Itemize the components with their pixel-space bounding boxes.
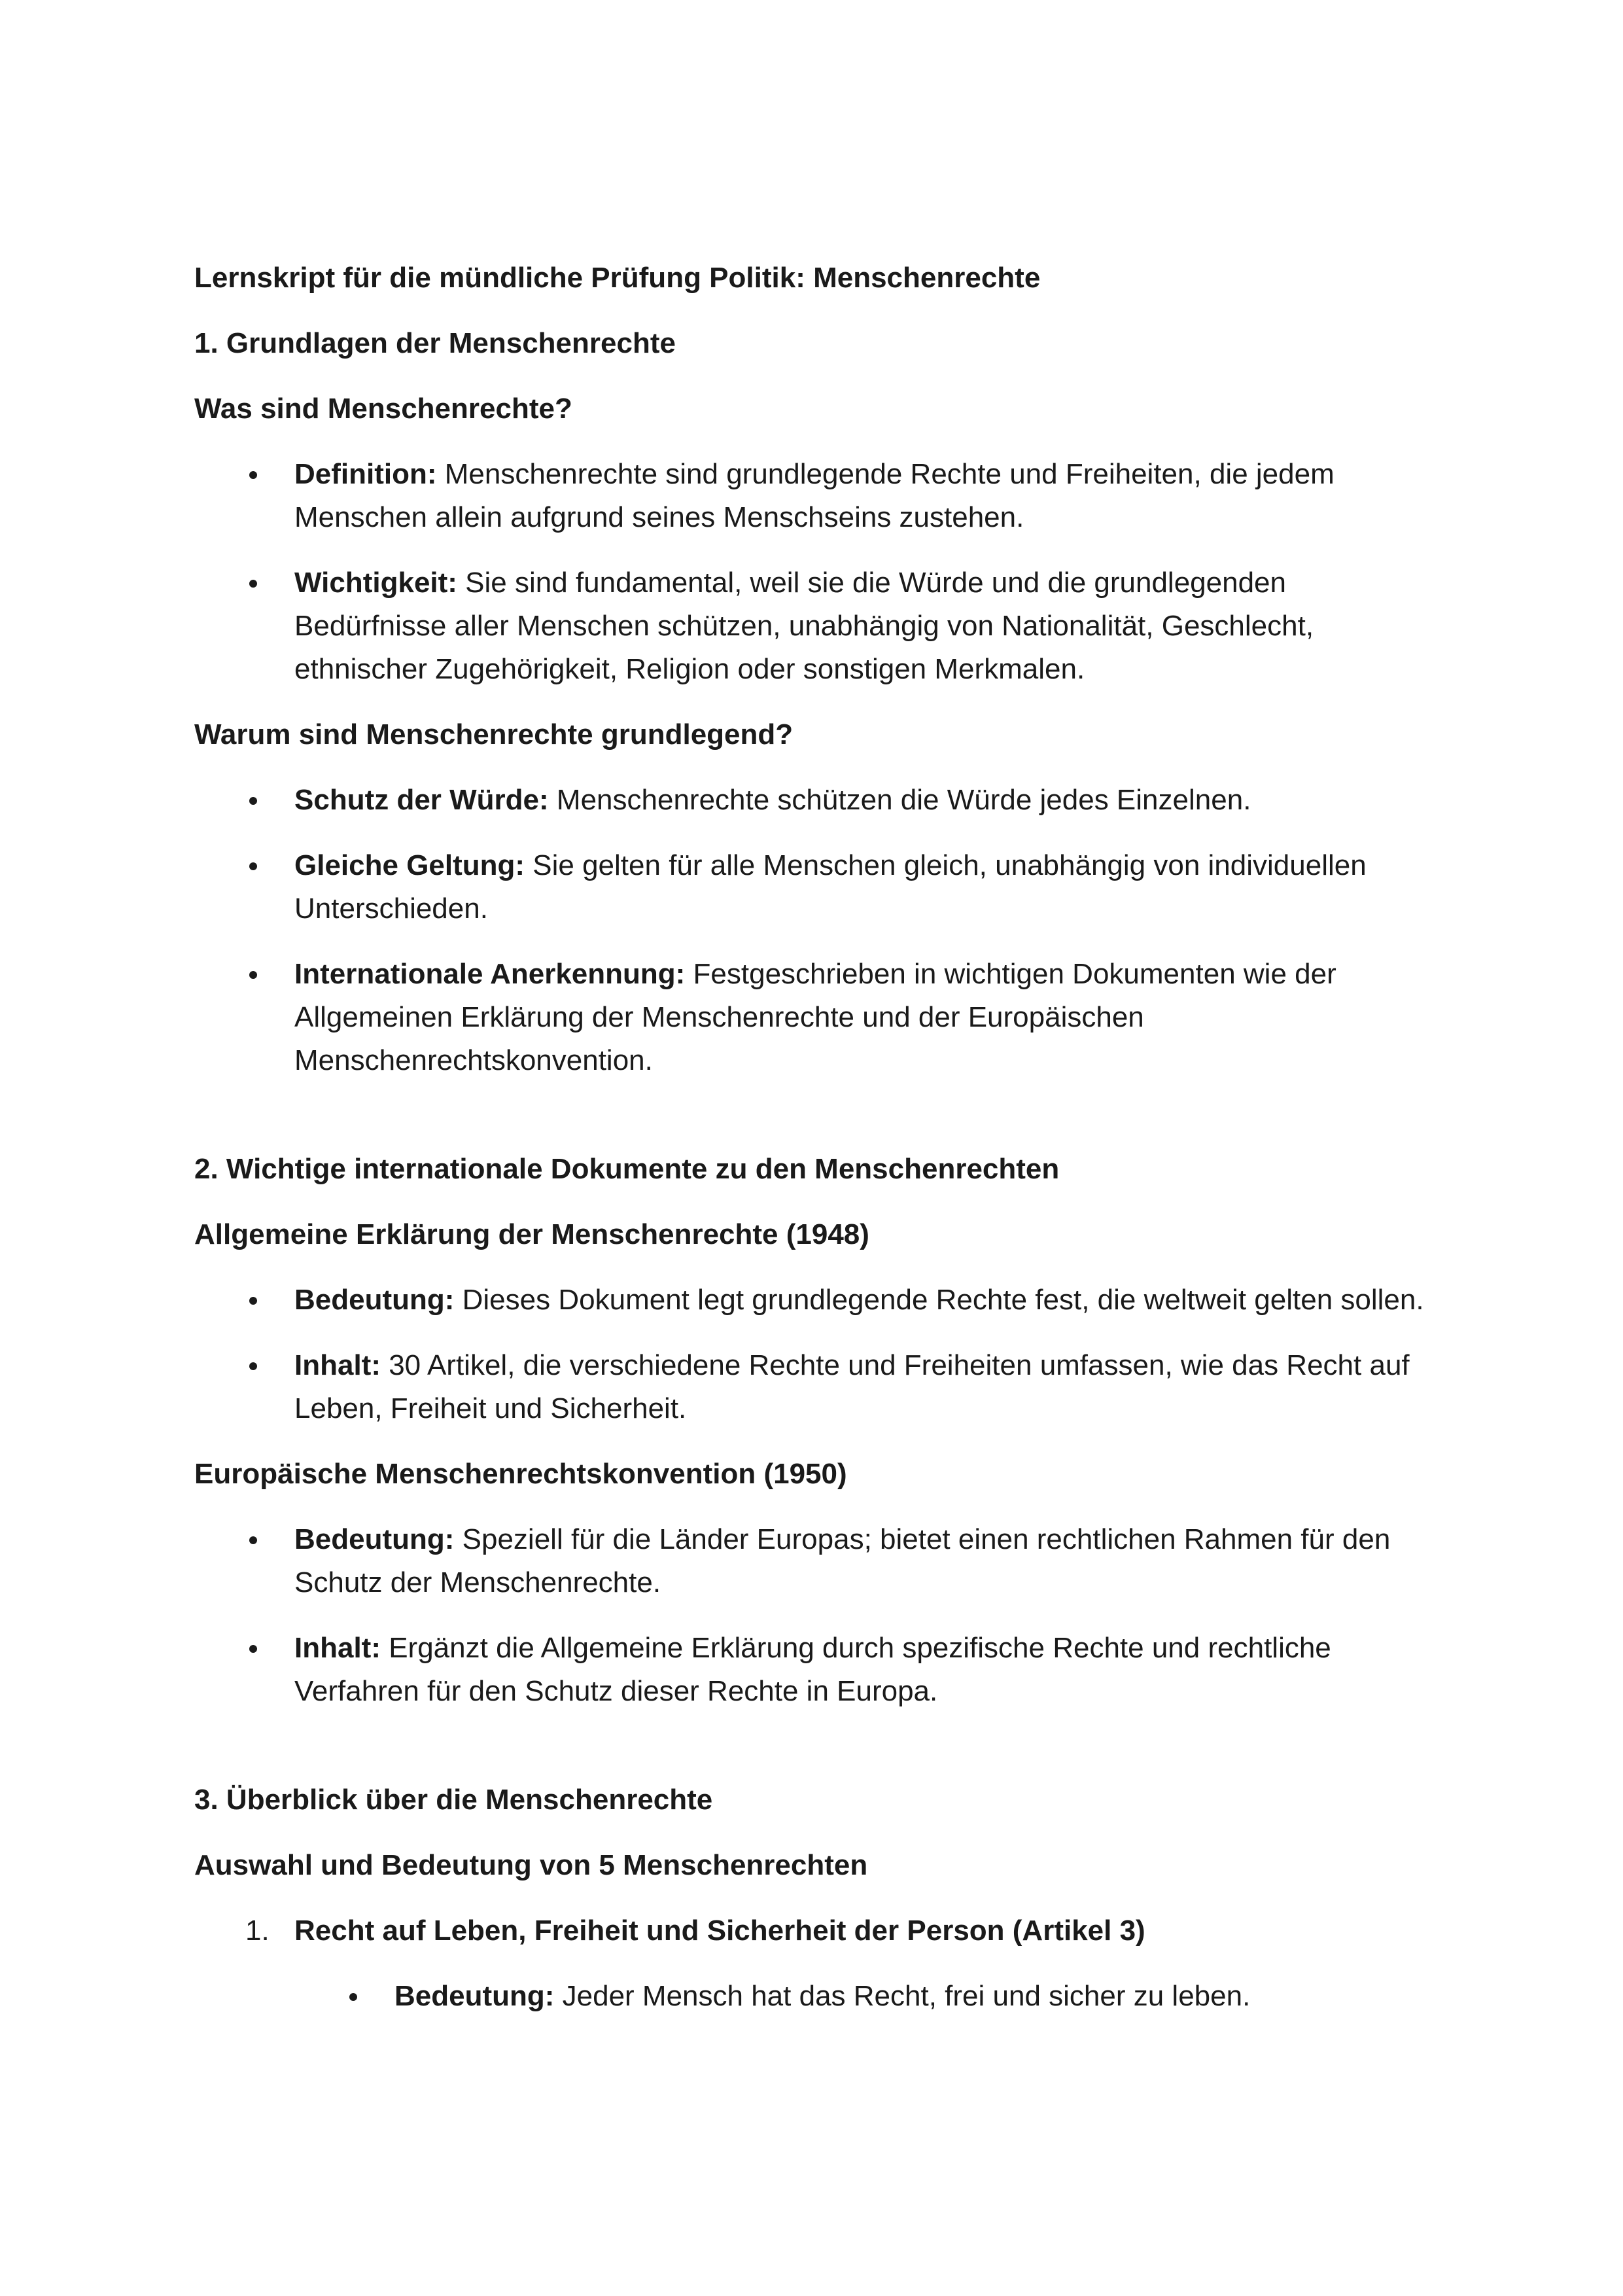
list-item — [194, 561, 1437, 691]
list-item — [294, 1975, 1437, 2018]
item-label: Definition: — [294, 458, 437, 490]
bullet-list-emrk — [194, 1518, 1437, 1713]
item-text: Menschenrechte schützen die Würde jedes Einzelnen. — [548, 784, 1251, 816]
subsection-heading-warum: Warum sind Menschenrechte grundlegend? — [194, 718, 794, 751]
list-item — [194, 1518, 1437, 1604]
subsection-heading-auswahl: Auswahl und Bedeutung von 5 Menschenrechten — [194, 1849, 868, 1881]
bullet-icon — [249, 1536, 257, 1544]
item-text: Dieses Dokument legt grundlegende Rechte fest, die weltweit gelten sollen. — [454, 1284, 1424, 1316]
list-item — [194, 1279, 1437, 1322]
item-label: Internationale Anerkennung: — [294, 958, 686, 990]
bullet-list-was-sind — [194, 453, 1437, 691]
subsection-heading-was-sind: Was sind Menschenrechte? — [194, 393, 572, 425]
item-text: Ergänzt die Allgemeine Erklärung durch spezifische Rechte und rechtliche Verfahren für den Schutz dieser Rechte in Europa. — [294, 1632, 1331, 1707]
document-title: Lernskript für die mündliche Prüfung Politik: Menschenrechte — [194, 262, 1041, 294]
bullet-icon — [249, 971, 257, 979]
item-label: Wichtigkeit: — [294, 567, 457, 599]
item-text: Sie gelten für alle Menschen gleich, unabhängig von individuellen Unterschieden. — [294, 849, 1367, 925]
section-heading-2: 2. Wichtige internationale Dokumente zu den Menschenrechten — [194, 1153, 1060, 1185]
item-text: Speziell für die Länder Europas; bietet einen rechtlichen Rahmen für den Schutz der Menschenrechte. — [294, 1523, 1391, 1598]
item-number: 1. — [245, 1915, 270, 1947]
list-item — [194, 844, 1437, 930]
list-item — [194, 953, 1437, 1082]
item-text: 30 Artikel, die verschiedene Rechte und Freiheiten umfassen, wie das Recht auf Leben, Freiheit und Sicherheit. — [294, 1349, 1410, 1424]
bullet-list-aemr — [194, 1279, 1437, 1430]
bullet-list-warum — [194, 779, 1437, 1082]
section-heading-1: 1. Grundlagen der Menschenrechte — [194, 327, 676, 359]
document-page — [194, 256, 1437, 2040]
item-label: Bedeutung: — [294, 1284, 455, 1316]
sub-bullet-list — [294, 1975, 1437, 2018]
item-text: Sie sind fundamental, weil sie die Würde und die grundlegenden Bedürfnisse aller Menschen schützen, unabhängig von Nationalität, Geschlecht, ethnischer Zugehörigkeit, Religion oder sonstigen Merkmalen. — [294, 567, 1314, 685]
item-text: Menschenrechte sind grundlegende Rechte und Freiheiten, die jedem Menschen allein aufgrund seines Menschseins zustehen. — [294, 458, 1335, 533]
list-item — [194, 453, 1437, 539]
item-text: Jeder Mensch hat das Recht, frei und sicher zu leben. — [554, 1980, 1251, 2012]
bullet-icon — [249, 797, 257, 805]
item-label: Gleiche Geltung: — [294, 849, 525, 881]
item-label: Inhalt: — [294, 1632, 381, 1664]
bullet-icon — [249, 471, 257, 479]
bullet-icon — [249, 1645, 257, 1653]
item-label: Bedeutung: — [294, 1523, 455, 1555]
list-item — [194, 1344, 1437, 1430]
numbered-list-rights — [194, 1909, 1437, 2018]
subsection-heading-emrk: Europäische Menschenrechtskonvention (1950) — [194, 1458, 847, 1490]
bullet-icon — [349, 1993, 357, 2001]
item-label: Schutz der Würde: — [294, 784, 549, 816]
section-heading-3: 3. Überblick über die Menschenrechte — [194, 1784, 713, 1816]
list-item — [194, 1627, 1437, 1713]
item-label: Bedeutung: — [394, 1980, 555, 2012]
subsection-heading-aemr: Allgemeine Erklärung der Menschenrechte (1948) — [194, 1218, 869, 1250]
item-label: Inhalt: — [294, 1349, 381, 1381]
item-title: Recht auf Leben, Freiheit und Sicherheit der Person (Artikel 3) — [294, 1915, 1145, 1947]
list-item — [194, 779, 1437, 822]
bullet-icon — [249, 580, 257, 588]
bullet-icon — [249, 862, 257, 870]
numbered-item — [194, 1909, 1437, 2018]
bullet-icon — [249, 1362, 257, 1370]
bullet-icon — [249, 1297, 257, 1305]
item-text: Festgeschrieben in wichtigen Dokumenten wie der Allgemeinen Erklärung der Menschenrechte und der Europäischen Menschenrechtskonvention. — [294, 958, 1336, 1076]
